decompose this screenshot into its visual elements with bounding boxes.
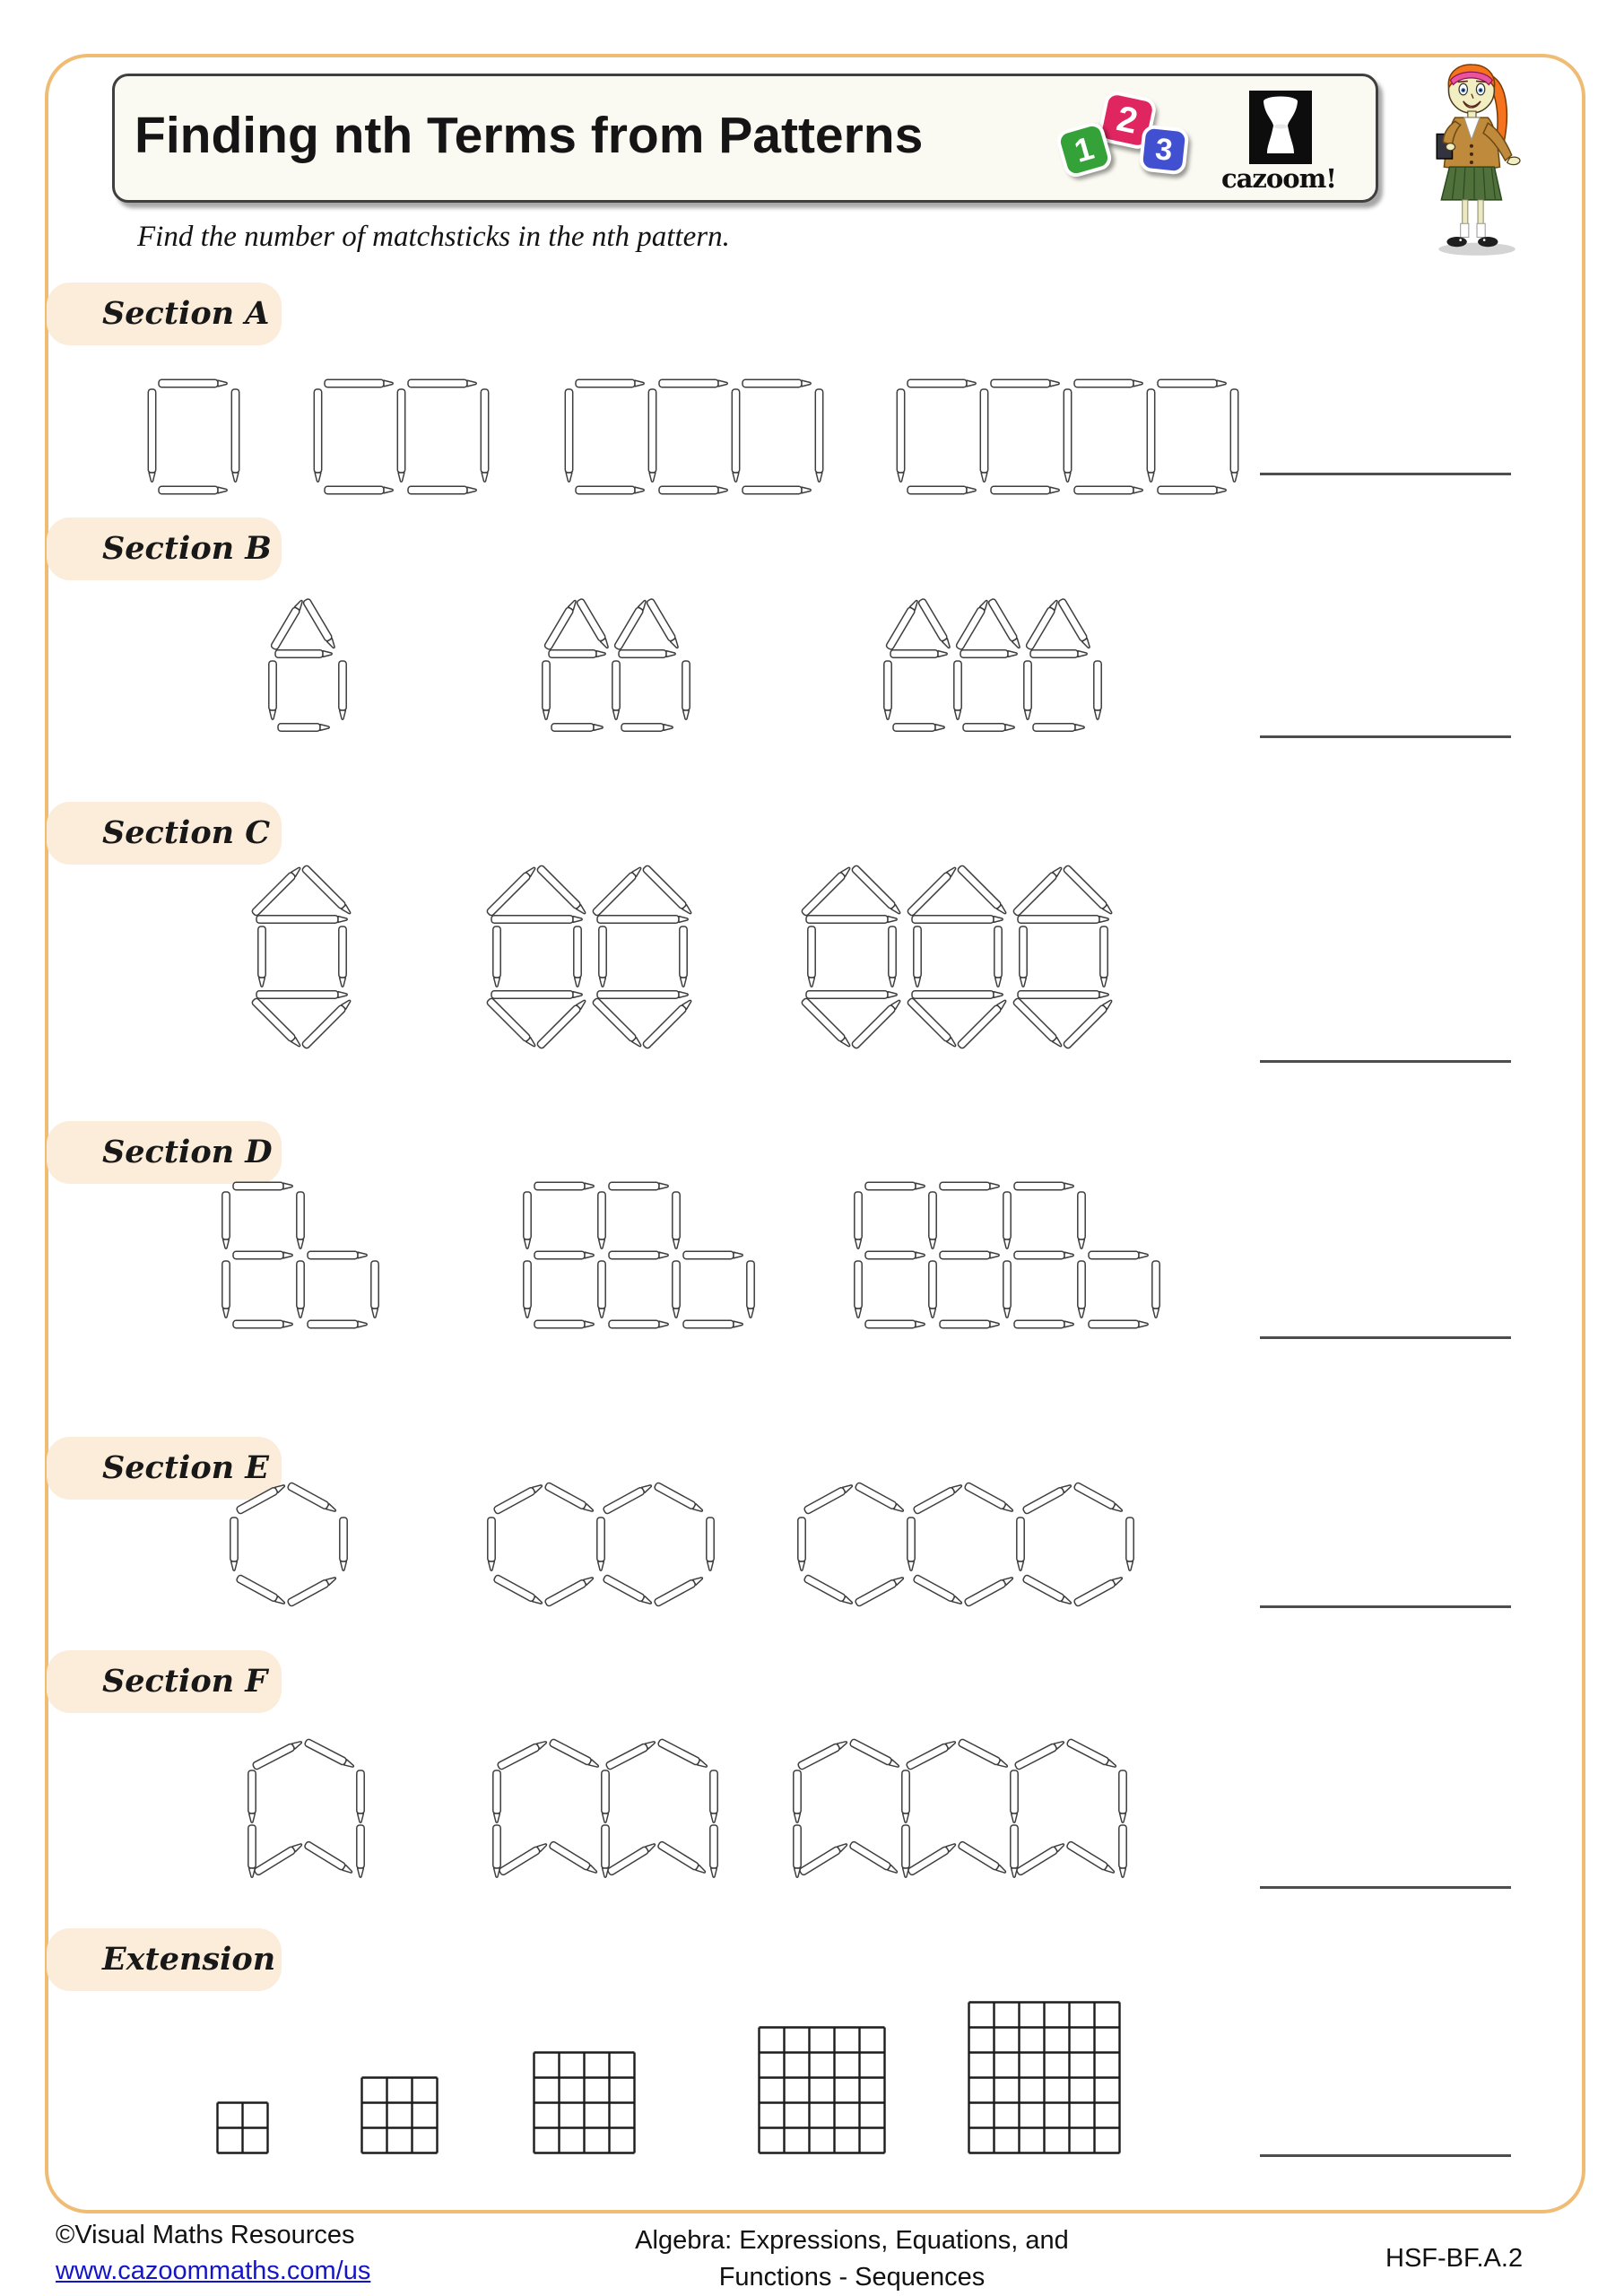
logo-number-tile-3 xyxy=(1138,124,1189,175)
section-a-pattern-4 xyxy=(897,379,1239,495)
tile-1-digit: 1 xyxy=(1070,129,1099,170)
topic-line-1: Algebra: Expressions, Equations, and xyxy=(635,2226,1069,2255)
topic-line-2: Functions - Sequences xyxy=(718,2263,986,2292)
section-f-pattern-2 xyxy=(494,1738,717,1880)
answer-blank-extension[interactable] xyxy=(1260,2154,1511,2157)
footer-copyright-block xyxy=(56,2221,370,2286)
tile-2-digit: 2 xyxy=(1113,98,1142,142)
answer-blank-section-d[interactable] xyxy=(1260,1336,1511,1339)
section-f-label: Section F xyxy=(47,1650,282,1713)
section-c-label: Section C xyxy=(47,802,282,865)
section-x-pattern-1 xyxy=(216,2101,269,2154)
section-a-pattern-2 xyxy=(314,379,490,495)
instruction-text: Find the number of matchsticks in the nth pattern. xyxy=(137,221,730,253)
mascot-girl-illustration xyxy=(1421,59,1531,260)
tile-3-digit: 3 xyxy=(1153,131,1175,168)
cazoom-drum-icon xyxy=(1249,91,1312,164)
answer-blank-section-e[interactable] xyxy=(1260,1605,1511,1608)
section-b-pattern-2 xyxy=(543,595,690,732)
section-e-pattern-2 xyxy=(489,1482,714,1607)
copyright-text: ©Visual Maths Resources xyxy=(56,2221,355,2249)
section-x-pattern-4 xyxy=(758,2026,886,2154)
answer-blank-section-f[interactable] xyxy=(1260,1886,1511,1889)
cazoom-brand-text: cazoom! xyxy=(1220,163,1337,194)
section-c-pattern-2 xyxy=(484,864,701,1052)
section-x-pattern-5 xyxy=(968,2001,1121,2154)
section-c-pattern-3 xyxy=(799,864,1122,1052)
answer-blank-section-c[interactable] xyxy=(1260,1060,1511,1063)
section-f-pattern-1 xyxy=(249,1738,364,1880)
answer-blank-section-a[interactable] xyxy=(1260,473,1511,475)
page-title: Finding nth Terms from Patterns xyxy=(135,107,924,164)
answer-blank-section-b[interactable] xyxy=(1260,735,1511,738)
section-d-pattern-2 xyxy=(524,1182,755,1328)
extension-label: Extension xyxy=(47,1928,282,1991)
section-a-pattern-1 xyxy=(148,379,240,495)
website-link[interactable]: www.cazoommaths.com/us xyxy=(56,2257,371,2285)
section-b-pattern-3 xyxy=(884,595,1102,732)
section-a-pattern-3 xyxy=(565,379,824,495)
standard-code: HSF-BF.A.2 xyxy=(1385,2244,1524,2273)
section-c-pattern-1 xyxy=(249,864,360,1052)
section-d-pattern-1 xyxy=(222,1182,379,1328)
section-e-label: Section E xyxy=(47,1437,282,1500)
section-b-pattern-1 xyxy=(269,595,347,732)
section-e-pattern-1 xyxy=(231,1482,347,1607)
section-e-pattern-3 xyxy=(799,1482,1133,1607)
section-b-label: Section B xyxy=(47,517,282,580)
section-a-label: Section A xyxy=(47,283,282,345)
section-x-pattern-3 xyxy=(533,2051,636,2154)
section-x-pattern-2 xyxy=(360,2076,439,2154)
footer-topic-block xyxy=(448,2222,1255,2296)
section-f-pattern-3 xyxy=(795,1738,1126,1880)
section-d-pattern-3 xyxy=(855,1182,1160,1328)
section-d-label: Section D xyxy=(47,1121,282,1184)
